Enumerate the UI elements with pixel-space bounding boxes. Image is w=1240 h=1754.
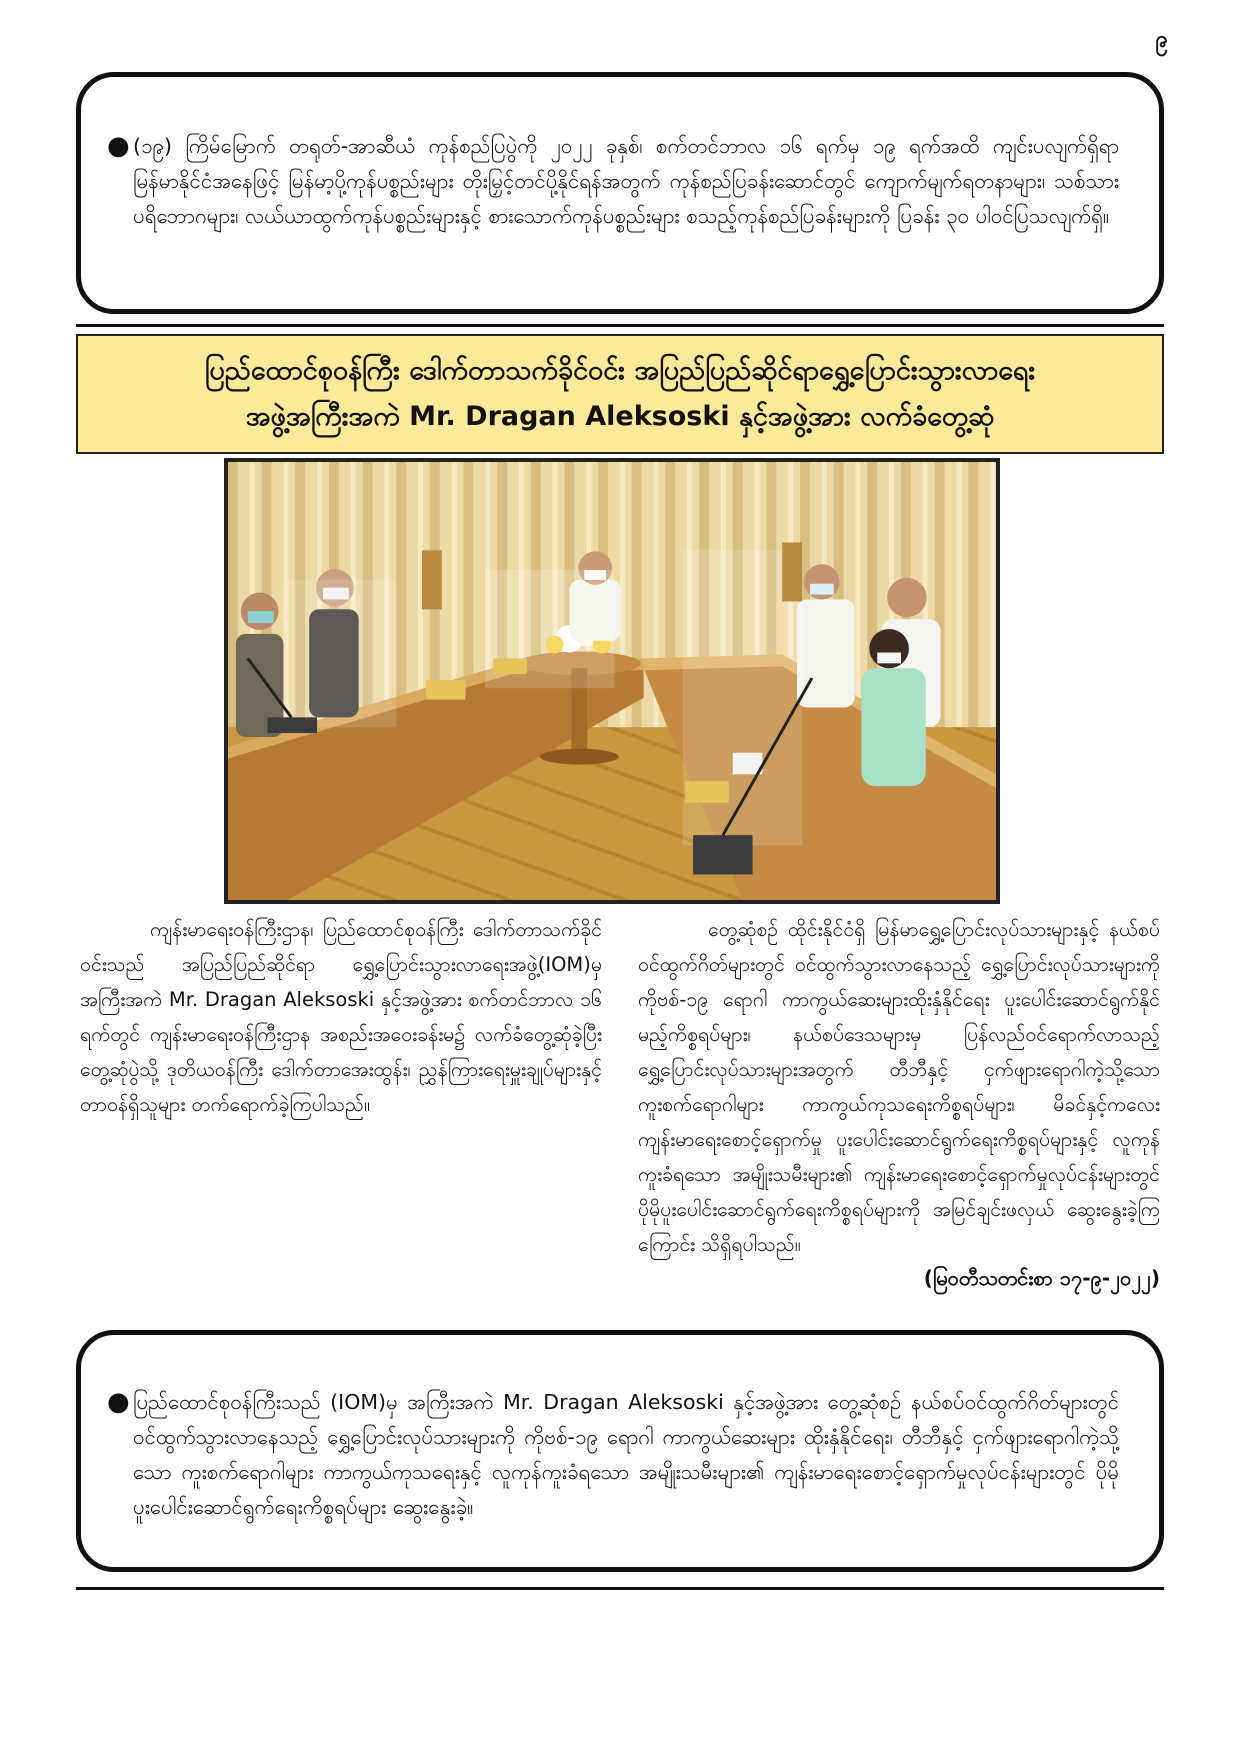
article-column-left: [80, 912, 602, 1262]
bullet-item: [107, 1385, 1119, 1525]
article-source: (မြဝတီသတင်းစာ ၁၇-၉-၂၀၂၂): [923, 1266, 1160, 1290]
meeting-photo: [224, 458, 1000, 904]
divider-rule: [76, 1587, 1164, 1590]
summary-text-bottom: ပြည်ထောင်စုဝန်ကြီးသည် (IOM)မှ အကြီးအကဲ Mr. Dragan Aleksoski နှင့်အဖွဲ့အား တွေ့ဆုံစဉ် နယ်စပ်ဝင်ထွက်ဂိတ်များတွင် ဝင်ထွက်သွားလာနေသည့် ရွှေ့ပြောင်းလုပ်သားများကို ကိုဗစ်-၁၉ ရောဂါ ကာကွယ်ဆေးများ ထိုးနှံနိုင်ရေး၊ တီဘီနှင့် ငှက်ဖျားရောဂါကဲ့သို့သော ကူးစက်ရောဂါများ ကာကွယ်ကုသရေးနှင့် လူကုန်ကူးခံရသော အမျိုးသမီးများ၏ ကျန်းမာရေးစောင့်ရှောက်မှုလုပ်ငန်းများတွင် ပိုမိုပူးပေါင်းဆောင်ရွက်ရေးကိစ္စရပ်များ ဆွေးနွေးခဲ့။: [133, 1390, 1119, 1519]
article-column-right: [638, 912, 1160, 1262]
headline-line-1: ပြည်ထောင်စုဝန်ကြီး ဒေါက်တာသက်ခိုင်ဝင်း အပြည်ပြည်ဆိုင်ရာရွှေ့ပြောင်းသွားလာရေး: [204, 355, 1036, 386]
article-headline: [76, 334, 1164, 454]
bullet-item: [107, 129, 1119, 234]
meeting-photo-illustration: [228, 462, 996, 900]
divider-rule: [76, 324, 1164, 327]
bullet-icon: ●: [107, 1387, 130, 1417]
article-paragraph-2: တွေ့ဆုံစဉ် ထိုင်းနိုင်ငံရှိ မြန်မာရွှေ့ပြောင်းလုပ်သားများနှင့် နယ်စပ်ဝင်ထွက်ဂိတ်များတွင် ဝင်ထွက်သွားလာနေသည့် ရွှေ့ပြောင်းလုပ်သားများကို ကိုဗစ်-၁၉ ရောဂါ ကာကွယ်ဆေးများထိုးနှံနိုင်ရေး ပူးပေါင်းဆောင်ရွက်နိုင်မည့်ကိစ္စရပ်များ၊ နယ်စပ်ဒေသများမှ ပြန်လည်ဝင်ရောက်လာသည့် ရွှေ့ပြောင်းလုပ်သားများအတွက် တီဘီနှင့် ငှက်ဖျားရောဂါကဲ့သို့သော ကူးစက်ရောဂါများ ကာကွယ်ကုသရေးကိစ္စရပ်များ၊ မိခင်နှင့်ကလေးကျန်းမာရေးစောင့်ရှောက်မှု ပူးပေါင်းဆောင်ရွက်ရေးကိစ္စရပ်များနှင့် လူကုန်ကူးခံရသော အမျိုးသမီးများ၏ ကျန်းမာရေးစောင့်ရှောက်မှုလုပ်ငန်းများတွင် ပိုမိုပူးပေါင်းဆောင်ရွက်ရေးကိစ္စရပ်များကို အမြင်ချင်းဖလှယ် ဆွေးနွေးခဲ့ကြကြောင်း သိရှိရပါသည်။: [638, 918, 1160, 1256]
bullet-icon: ●: [107, 131, 130, 161]
article-paragraph-1: ကျန်းမာရေးဝန်ကြီးဌာန၊ ပြည်ထောင်စုဝန်ကြီး ဒေါက်တာသက်ခိုင်ဝင်းသည် အပြည်ပြည်ဆိုင်ရာ ရွှေ့ပြောင်းသွားလာရေးအဖွဲ့(IOM)မှ အကြီးအကဲ Mr. Dragan Aleksoski နှင့်အဖွဲ့အား စက်တင်ဘာလ ၁၆ ရက်တွင် ကျန်းမာရေးဝန်ကြီးဌာန အစည်းအဝေးခန်းမ၌ လက်ခံတွေ့ဆုံခဲ့ပြီး တွေ့ဆုံပွဲသို့ ဒုတိယဝန်ကြီး ဒေါက်တာအေးထွန်း၊ ညွှန်ကြားရေးမှူးချုပ်များနှင့် တာဝန်ရှိသူများ တက်ရောက်ခဲ့ကြပါသည်။: [80, 918, 602, 1116]
summary-box-top: [76, 72, 1164, 314]
article-body: [80, 912, 1160, 1262]
summary-text-top: (၁၉) ကြိမ်မြောက် တရုတ်-အာဆီယံ ကုန်စည်ပြပွဲကို ၂၀၂၂ ခုနှစ်၊ စက်တင်ဘာလ ၁၆ ရက်မှ ၁၉ ရက်အထိ ကျင်းပလျက်ရှိရာ မြန်မာနိုင်ငံအနေဖြင့် မြန်မာ့ပို့ကုန်ပစ္စည်းများ တိုးမြှင့်တင်ပို့နိုင်ရန်အတွက် ကုန်စည်ပြခန်းဆောင်တွင် ကျောက်မျက်ရတနာများ၊ သစ်သားပရိဘောဂများ၊ လယ်ယာထွက်ကုန်ပစ္စည်းများနှင့် စားသောက်ကုန်ပစ္စည်းများ စသည့်ကုန်စည်ပြခန်းများကို ပြခန်း ၃၀ ပါဝင်ပြသလျက်ရှိ။: [133, 134, 1119, 228]
headline-line-2: အဖွဲ့အကြီးအကဲ Mr. Dragan Aleksoski နှင့်အဖွဲ့အား လက်ခံတွေ့ဆုံ: [245, 401, 995, 432]
page-number: ၉: [1155, 27, 1168, 52]
summary-box-bottom: [76, 1330, 1164, 1572]
